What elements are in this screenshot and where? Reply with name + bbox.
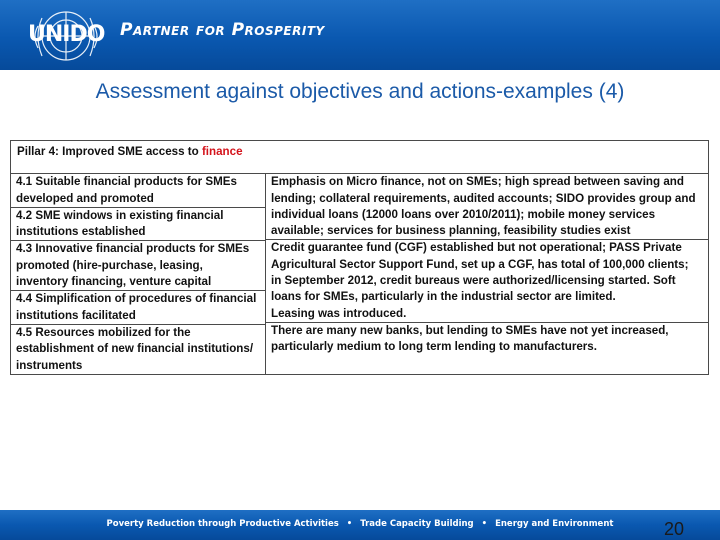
objective-divider [11, 207, 265, 241]
objective-divider [11, 240, 265, 290]
assessment-line: Agricultural Sector Support Fund, set up a CGF, has total of 100,000 clients; [271, 257, 689, 271]
objective-line: 4.3 Innovative financial products for SMEs [16, 242, 250, 256]
objective-line: developed and promoted [16, 191, 154, 205]
assessment-line: Emphasis on Micro finance, not on SMEs; high spread between saving and [271, 175, 684, 189]
assessment-line: individual loans (12000 loans over 2010/2011); mobile money services [271, 207, 656, 221]
assessment-table [10, 140, 709, 375]
heading-prefix: Pillar 4: Improved SME access to [17, 145, 202, 158]
objectives-cell [11, 174, 266, 375]
assessment-line [271, 356, 703, 372]
unido-logo [28, 6, 104, 66]
table-header-row [11, 141, 709, 174]
footer-item: Poverty Reduction through Productive Activities [106, 519, 339, 529]
footer-banner [0, 510, 720, 540]
footer-item: Trade Capacity Building [360, 519, 474, 529]
logo-wordmark: UNIDO [28, 22, 105, 47]
assessment-line: Credit guarantee fund (CGF) established but not operational; PASS Private [271, 241, 682, 255]
objective-line: inventory financing, venture capital [16, 275, 212, 289]
tagline: Partner for Prosperity [120, 20, 325, 40]
assessment-line: in September 2012, credit bureaus were authorized/licensing started. Soft [271, 274, 676, 288]
footer-item: Energy and Environment [495, 519, 614, 529]
footer-text [0, 519, 720, 529]
objective-divider [11, 324, 265, 374]
assessment-line: particularly medium to long term lending to manufacturers. [271, 340, 597, 354]
objective-divider [11, 290, 265, 324]
objective-line: instruments [16, 358, 83, 372]
footer-separator: • [346, 519, 353, 529]
assessment-line: There are many new banks, but lending to SMEs have not yet increased, [271, 323, 669, 337]
objective-line: institutions established [16, 225, 146, 239]
slide-title: Assessment against objectives and actions-examples (4) [95, 80, 625, 103]
footer-separator: • [481, 519, 488, 529]
assessment-divider [266, 322, 708, 372]
heading-highlight: finance [201, 145, 243, 158]
objective-line: 4.5 Resources mobilized for the [16, 325, 191, 339]
assessment-line: Leasing was introduced. [271, 306, 407, 320]
page-number: 20 [663, 519, 684, 539]
objective-line: promoted (hire-purchase, leasing, [16, 258, 203, 272]
assessment-line: loans for SMEs, particularly in the industrial sector are limited. [271, 290, 616, 304]
assessment-divider [266, 239, 708, 321]
objective-line: institutions facilitated [16, 308, 136, 322]
table-heading [11, 141, 709, 174]
objective-line: 4.2 SME windows in existing financial [16, 208, 224, 222]
header-banner [0, 0, 720, 70]
objective-line: 4.4 Simplification of procedures of financial [16, 292, 257, 306]
table-row [11, 174, 709, 375]
assessment-line: lending; collateral requirements, audited accounts; SIDO provides group and [271, 191, 696, 205]
objective-line: establishment of new financial institutions/ [16, 342, 254, 356]
assessment-line: available; services for business planning, feasibility studies exist [271, 224, 631, 238]
objective-line: 4.1 Suitable financial products for SMEs [16, 175, 237, 189]
assessment-cell [266, 174, 709, 375]
